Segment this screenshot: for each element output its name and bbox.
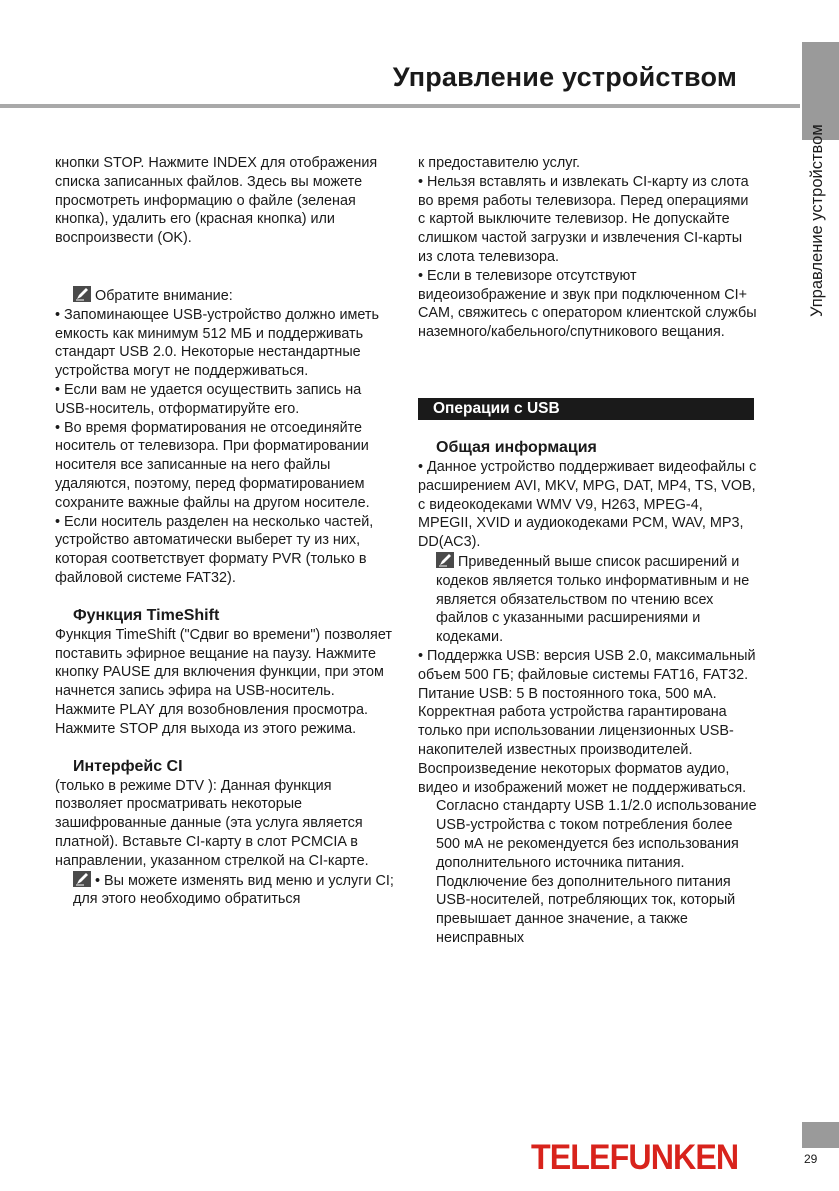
- side-section-label: Управление устройством: [808, 124, 826, 317]
- right-column: [418, 154, 758, 948]
- bullet-format: • Если вам не удается осуществить запись на USB-носитель, отформатируйте его.: [55, 381, 362, 417]
- general-info-heading: Общая информация: [436, 438, 597, 456]
- page-number-block: [802, 1122, 839, 1148]
- note-pencil-icon: [73, 871, 91, 887]
- timeshift-heading: Функция TimeShift: [73, 606, 220, 624]
- ci-note: [55, 871, 395, 910]
- note-label: Обратите внимание:: [95, 287, 233, 304]
- general-note-text: Приведенный выше список расширений и кодеков является только информативным и не является обязательством по чтению всех файлов с указанными расширениями и кодеками.: [436, 553, 750, 646]
- ci-continued: к предоставителю услуг.: [418, 155, 580, 171]
- title-rule: [0, 104, 800, 108]
- usb-section-bar: Операции с USB: [418, 398, 754, 420]
- page-number: 29: [804, 1152, 818, 1166]
- bullet-disconnect: • Во время форматирования не отсоединяйте носитель от телевизора. При форматировании носителя все записанные на него файлы удаляются, поэтому, перед форматированием сохраните важные файлы на другом носителе.: [55, 419, 370, 511]
- page-title: Управление устройством: [392, 62, 737, 92]
- timeshift-text: Функция TimeShift ("Сдвиг во времени") позволяет поставить эфирное вещание на паузу. Нажмите кнопку PAUSE для включения функции, при этом начнется запись эфира на USB-носитель. Нажмите PLAY для возобновления просмотра. Нажмите STOP для выхода из этого режима.: [55, 626, 392, 737]
- left-column: [55, 154, 395, 909]
- bullet-partition: • Если носитель разделен на несколько частей, устройство автоматически выберет ту из них, которая соответствует формату PVR (только в файловой системе FAT32).: [55, 513, 374, 586]
- bullet-ci-cam: • Если в телевизоре отсутствуют видеоизображение и звук при подключенном CI+ CAM, свяжитесь с оператором клиентской службы наземного/кабельного/спутникового вещания.: [418, 267, 757, 341]
- note-line: [55, 286, 395, 306]
- general-bullet: • Данное устройство поддерживает видеофайлы с расширением AVI, MKV, MPG, DAT, MP4, TS, VOB, с видеокодеками WMV V9, H263, MPEG-4, MPEGII, XVID и аудиокодеками PCM, WAV, MP3, DD(AC3).: [418, 458, 757, 551]
- ci-text: (только в режиме DTV ): Данная функция позволяет просматривать некоторые зашифрованные данные (эта услуга является платной). Вставьте CI-карту в слот PCMCIA в направлении, указанном стрелкой на CI-карте.: [55, 777, 369, 869]
- brand-logo: TELEFUNKEN: [531, 1138, 739, 1177]
- standard-text: Согласно стандарту USB 1.1/2.0 использование USB-устройства с током потребления более 500 мА не рекомендуется без использования дополнительного источника питания. Подключение без дополнительного питания USB-носителей, потребляющих ток, который превышает данное значение, а также неисправных: [436, 798, 757, 946]
- bullet-ci-insert: • Нельзя вставлять и извлекать CI-карту из слота во время работы телевизора. Перед операциями с картой выключите телевизор. Не допускайте слишком частой загрузки и извлечения CI-карты из слота телевизора.: [418, 173, 749, 265]
- general-note: [418, 552, 758, 647]
- intro-paragraph: кнопки STOP. Нажмите INDEX для отображения списка записанных файлов. Здесь вы можете просмотреть информацию о файле (зеленая кнопка), удалить его (красная кнопка) или воспроизвести (OK).: [55, 155, 378, 247]
- note-pencil-icon: [73, 286, 91, 302]
- bullet-storage: • Запоминающее USB-устройство должно иметь емкость как минимум 512 МБ и поддерживать стандарт USB 2.0. Некоторые нестандартные устройства могут не поддерживаться.: [55, 306, 380, 380]
- ci-note-text: • Вы можете изменять вид меню и услуги CI; для этого необходимо обратиться: [73, 872, 394, 908]
- support-bullet: • Поддержка USB: версия USB 2.0, максимальный объем 500 ГБ; файловые системы FAT16, FAT32. Питание USB: 5 В постоянного тока, 500 мА. Корректная работа устройства гарантирована только при использовании лицензионных USB-накопителей известных производителей. Воспроизведение некоторых форматов аудио, видео и изображений может не поддерживаться.: [418, 647, 756, 796]
- note-pencil-icon: [436, 552, 454, 568]
- ci-heading: Интерфейс CI: [73, 757, 183, 775]
